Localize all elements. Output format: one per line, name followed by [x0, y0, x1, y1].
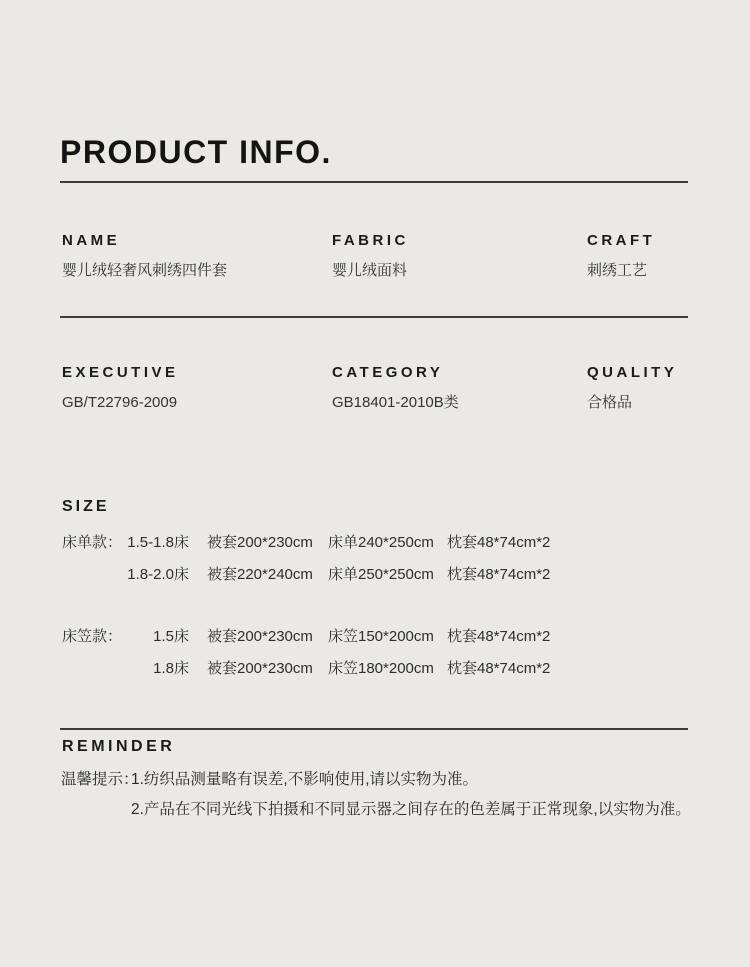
size-table [62, 533, 688, 691]
size-spacer [189, 627, 207, 647]
size-group-label: 床单款： [62, 534, 123, 551]
reminder-body [61, 769, 721, 820]
info-col-quality [587, 365, 688, 413]
size-pillow: 枕套48*74cm*2 [447, 534, 551, 551]
size-row-sheet-2 [62, 565, 688, 585]
size-sheet: 床单250*250cm [328, 566, 434, 583]
size-bed: 1.5-1.8床 [127, 534, 189, 551]
size-spacer [189, 533, 207, 553]
info-col-fabric [332, 233, 587, 281]
reminder-tip-2: 2.产品在不同光线下拍摄和不同显示器之间存在的色差属于正常现象,以实物为准。 [131, 801, 691, 818]
size-pillow: 枕套48*74cm*2 [447, 566, 551, 583]
info-col-category [332, 365, 587, 413]
size-pillow: 枕套48*74cm*2 [447, 660, 551, 677]
section-standards [62, 365, 688, 413]
size-group-label: 床笠款： [62, 628, 123, 645]
info-col-name [62, 233, 332, 281]
craft-value: 刺绣工艺 [587, 262, 648, 279]
reminder-tip-1: 1.纺织品测量略有误差,不影响使用,请以实物为准。 [131, 771, 479, 788]
size-row-sheet-1 [62, 533, 688, 553]
info-col-craft [587, 233, 688, 281]
size-row-fitted-1 [62, 627, 688, 647]
category-label: CATEGORY [332, 364, 444, 381]
reminder-heading: REMINDER [62, 738, 176, 755]
size-row-fitted-2 [62, 659, 688, 679]
quality-label: QUALITY [587, 364, 678, 381]
size-group-label [62, 565, 123, 585]
divider-bottom [60, 728, 688, 730]
size-pillow: 枕套48*74cm*2 [447, 628, 551, 645]
quality-value: 合格品 [587, 394, 633, 411]
size-sheet: 床笠150*200cm [328, 628, 434, 645]
name-label: NAME [62, 232, 121, 249]
page-title: PRODUCT INFO. [60, 134, 332, 170]
fabric-label: FABRIC [332, 232, 409, 249]
size-bed: 1.8床 [153, 660, 189, 677]
info-col-executive [62, 365, 332, 413]
size-duvet: 被套220*240cm [207, 566, 313, 583]
size-duvet: 被套200*230cm [207, 628, 313, 645]
divider-middle [60, 316, 688, 318]
size-heading: SIZE [62, 498, 110, 515]
size-group-label [62, 659, 123, 679]
executive-value: GB/T22796-2009 [62, 394, 178, 411]
reminder-prefix: 温馨提示： [61, 771, 139, 788]
size-bed: 1.5床 [153, 628, 189, 645]
size-sheet: 床笠180*200cm [328, 660, 434, 677]
size-bed: 1.8-2.0床 [127, 566, 189, 583]
executive-label: EXECUTIVE [62, 364, 179, 381]
name-value: 婴儿绒轻奢风刺绣四件套 [62, 262, 228, 279]
category-value: GB18401-2010B类 [332, 394, 459, 411]
size-duvet: 被套200*230cm [207, 660, 313, 677]
section-basic-info [62, 233, 688, 281]
size-sheet: 床单240*250cm [328, 534, 434, 551]
size-spacer [189, 659, 207, 679]
size-duvet: 被套200*230cm [207, 534, 313, 551]
fabric-value: 婴儿绒面料 [332, 262, 408, 279]
reminder-tips [131, 769, 691, 820]
divider-top [60, 181, 688, 183]
size-spacer [189, 565, 207, 585]
craft-label: CRAFT [587, 232, 656, 249]
